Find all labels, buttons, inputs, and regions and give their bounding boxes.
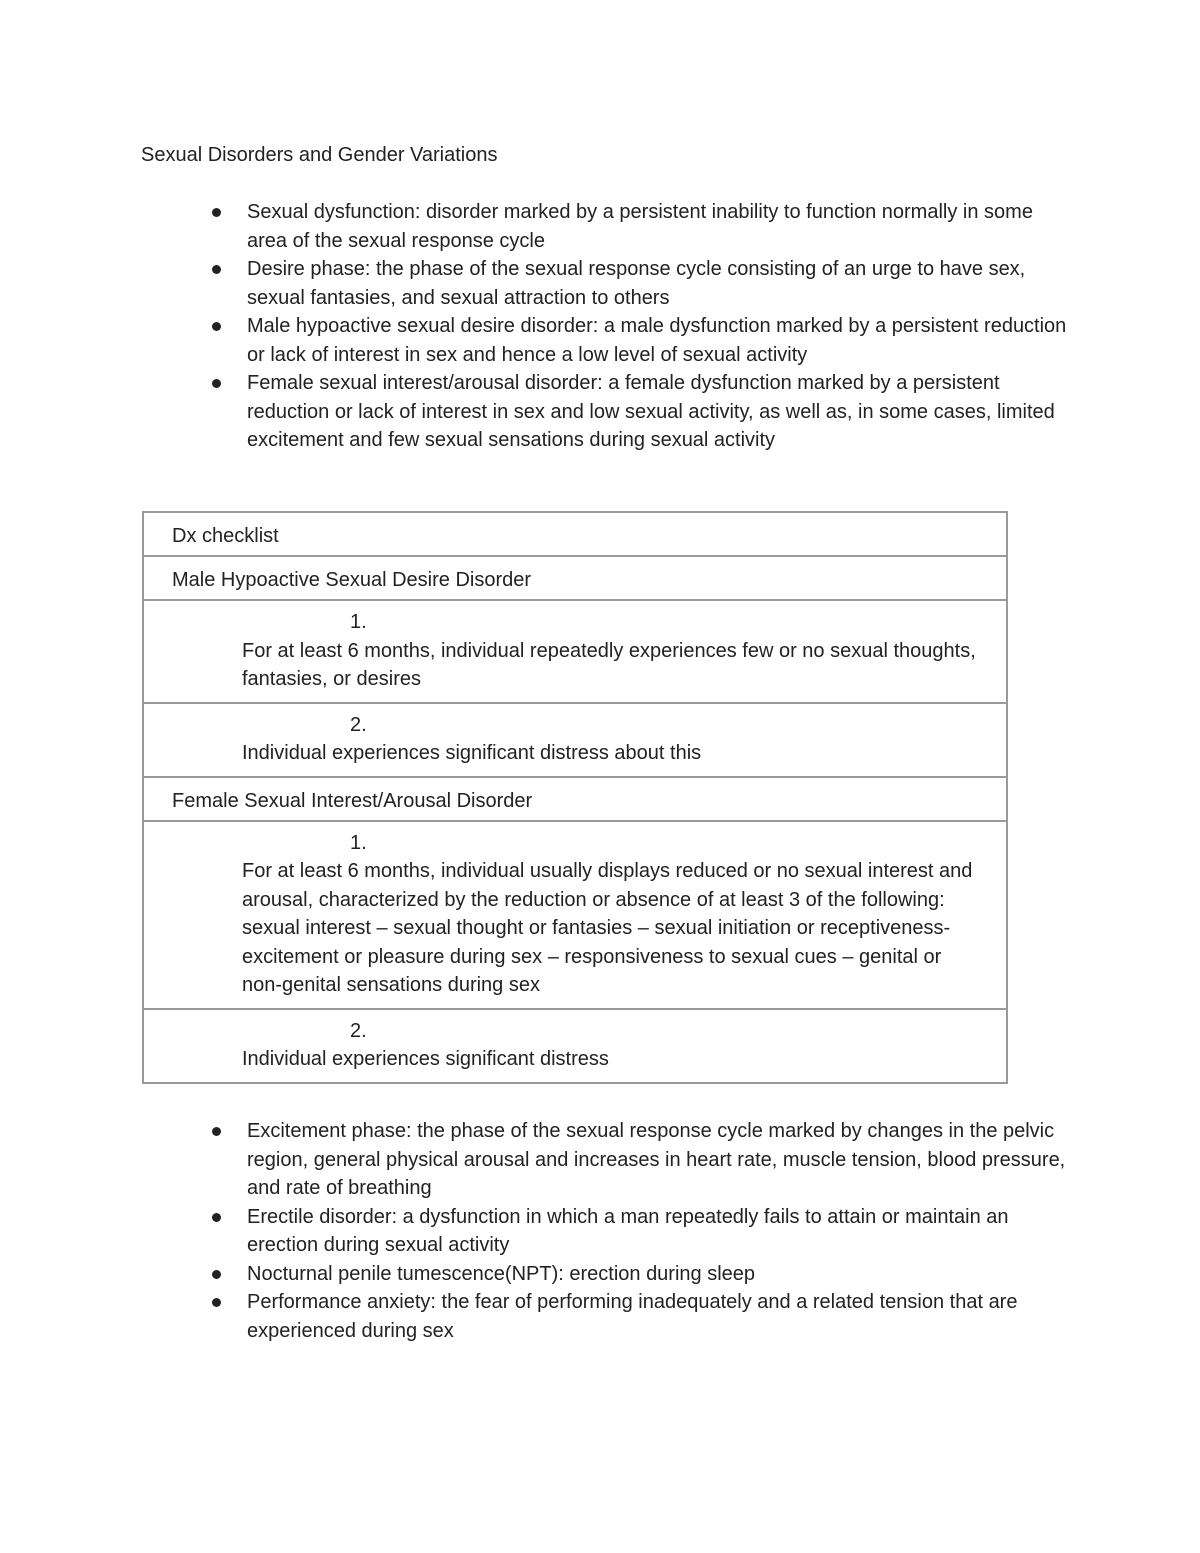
list-item-text: Female sexual interest/arousal disorder: a female dysfunction marked by a persistent reduction or lack of interest in sex and low sexual activity, as well as, in some cases, limited excitement and few sexual sensations during sexual activity — [247, 372, 1055, 451]
disorder-heading-female: Female Sexual Interest/Arousal Disorder — [143, 777, 1007, 821]
table-row — [143, 703, 1007, 777]
table-row — [143, 600, 1007, 703]
list-item — [0, 255, 1067, 312]
list-item-text: Desire phase: the phase of the sexual response cycle consisting of an urge to have sex, sexual fantasies, and sexual attraction to others — [247, 258, 1026, 309]
list-item-text: Erectile disorder: a dysfunction in which a man repeatedly fails to attain or maintain an erection during sexual activity — [247, 1205, 1009, 1256]
list-item — [0, 198, 1067, 255]
list-item — [0, 312, 1067, 369]
document-title: Sexual Disorders and Gender Variations — [141, 144, 498, 166]
bullet-icon — [212, 322, 221, 331]
bullet-icon — [212, 379, 221, 388]
criterion-cell — [143, 1009, 1007, 1083]
criterion-number: 1. — [350, 611, 367, 633]
criterion-cell — [143, 821, 1007, 1009]
definitions-list-bottom — [0, 1117, 1200, 1345]
criterion-number: 2. — [350, 713, 367, 736]
list-item — [0, 1203, 1067, 1260]
list-item — [0, 1117, 1067, 1203]
list-item-text: Performance anxiety: the fear of performing inadequately and a related tension that are experienced during sex — [247, 1291, 1018, 1342]
table-row — [143, 512, 1007, 556]
list-item-text: Male hypoactive sexual desire disorder: a male dysfunction marked by a persistent reduction or lack of interest in sex and hence a low level of sexual activity — [247, 315, 1067, 366]
list-item-text: Excitement phase: the phase of the sexual response cycle marked by changes in the pelvic region, general physical arousal and increases in heart rate, muscle tension, blood pressure, and rate of breathing — [247, 1120, 1066, 1199]
bullet-icon — [212, 1127, 221, 1136]
dx-checklist-table — [142, 511, 1008, 1084]
bullet-icon — [212, 208, 221, 217]
list-item-text: Nocturnal penile tumescence(NPT): erection during sleep — [247, 1262, 756, 1285]
criterion-cell — [143, 600, 1007, 703]
criterion-number: 1. — [350, 831, 367, 854]
bullet-icon — [212, 1298, 221, 1307]
criterion-text: Individual experiences significant distress — [242, 1048, 609, 1070]
criterion-cell — [143, 703, 1007, 777]
bullet-icon — [212, 265, 221, 274]
criterion-text: For at least 6 months, individual usually displays reduced or no sexual interest and arousal, characterized by the reduction or absence of at least 3 of the following: sexual interest – sexual thought or fantasies – sexual initiation or receptiveness- excitement or pleasure during sex – responsiveness to sexual cues – genital or non-genital sensations during sex — [242, 860, 973, 996]
table-row — [143, 821, 1007, 1009]
definitions-list-top — [0, 198, 1200, 455]
criterion-text: Individual experiences significant distress about this — [242, 742, 702, 764]
list-item — [0, 1288, 1067, 1345]
checklist-header: Dx checklist — [143, 512, 1007, 556]
table-row — [143, 777, 1007, 821]
table-row — [143, 1009, 1007, 1083]
criterion-text: For at least 6 months, individual repeatedly experiences few or no sexual thoughts, fantasies, or desires — [242, 639, 976, 690]
bullet-icon — [212, 1270, 221, 1279]
list-item-text: Sexual dysfunction: disorder marked by a persistent inability to function normally in some area of the sexual response cycle — [247, 201, 1033, 252]
list-item — [0, 1260, 1067, 1289]
criterion-number: 2. — [350, 1019, 367, 1042]
list-item — [0, 369, 1067, 455]
disorder-heading-male: Male Hypoactive Sexual Desire Disorder — [143, 556, 1007, 600]
bullet-icon — [212, 1213, 221, 1222]
table-row — [143, 556, 1007, 600]
